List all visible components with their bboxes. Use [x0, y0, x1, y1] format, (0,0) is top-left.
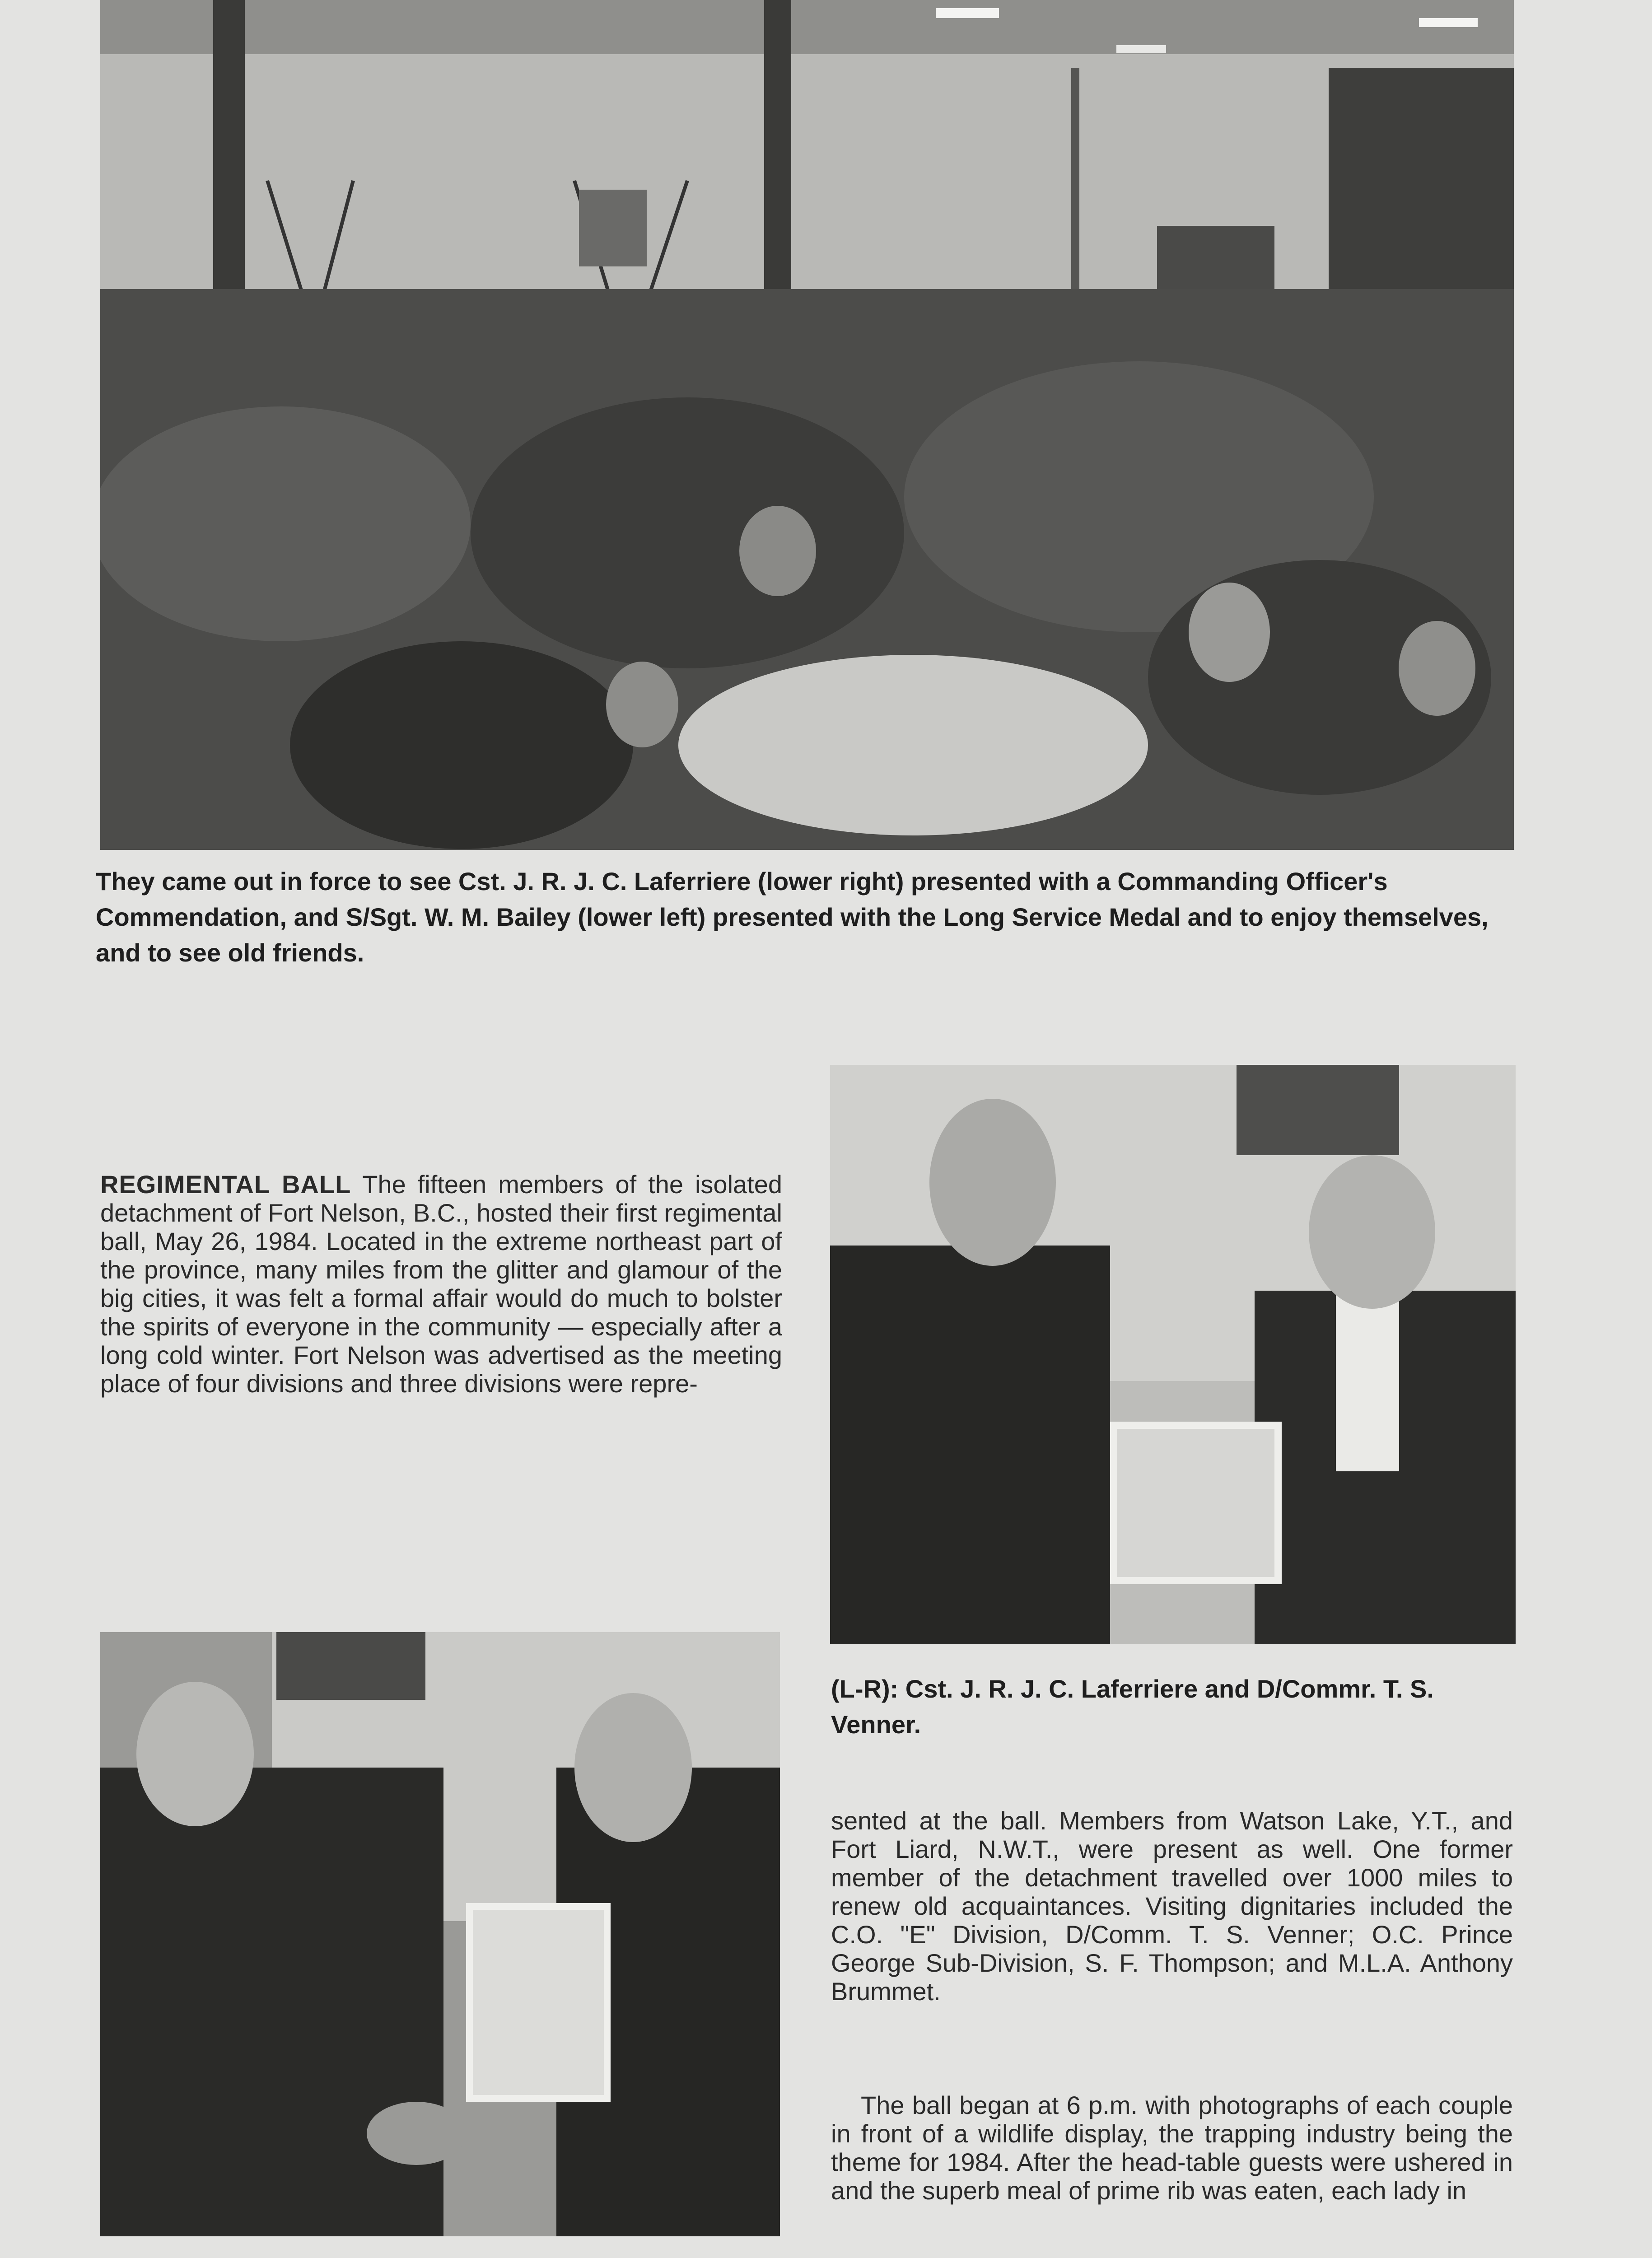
banquet-photo-caption: They came out in force to see Cst. J. R. J. C. Laferriere (lower right) presented with a Commanding Officer's Commendation, and S/Sgt. W. M. Bailey (lower left) presented with the Long Service Medal and to enjoy themselves, and to see old friends. — [96, 867, 1489, 967]
article-heading: REGIMENTAL BALL — [100, 1170, 351, 1199]
article-paragraph-1-continued: sented at the ball. Members from Watson Lake, Y.T., and Fort Liard, N.W.T., were present as well. One former member of the detachment travelled over 1000 miles to renew old acquaintances. Visiting dignitaries included the C.O. "E" Division, D/Comm. T. S. Venner; O.C. Prince George Sub-Division, S. F. Thompson; and M.L.A. Anthony Brummet. — [831, 1806, 1513, 2006]
laferriere-venner-photo — [830, 1065, 1516, 1644]
bailey-venner-photo — [100, 1632, 780, 2236]
article-paragraph-1 — [100, 1170, 782, 1398]
article-paragraph-1-text: The fifteen members of the isolated detachment of Fort Nelson, B.C., hosted their first regimental ball, May 26, 1984. Located in the extreme northeast part of the province, many miles from the glitter and glamour of the big cities, it was felt a formal affair would do much to bolster the spirits of everyone in the community — especially after a long cold winter. Fort Nelson was advertised as the meeting place of four divisions and three divisions were repre- — [100, 1170, 783, 1398]
article-paragraph-2: The ball began at 6 p.m. with photographs of each couple in front of a wildlife display, the trapping industry being the theme for 1984. After the head-table guests were ushered in and the superb meal of prime rib was eaten, each lady in — [831, 2091, 1513, 2205]
laferriere-venner-caption: (L-R): Cst. J. R. J. C. Laferriere and D/Commr. T. S. Venner. — [831, 1675, 1434, 1739]
banquet-photo — [100, 0, 1514, 850]
